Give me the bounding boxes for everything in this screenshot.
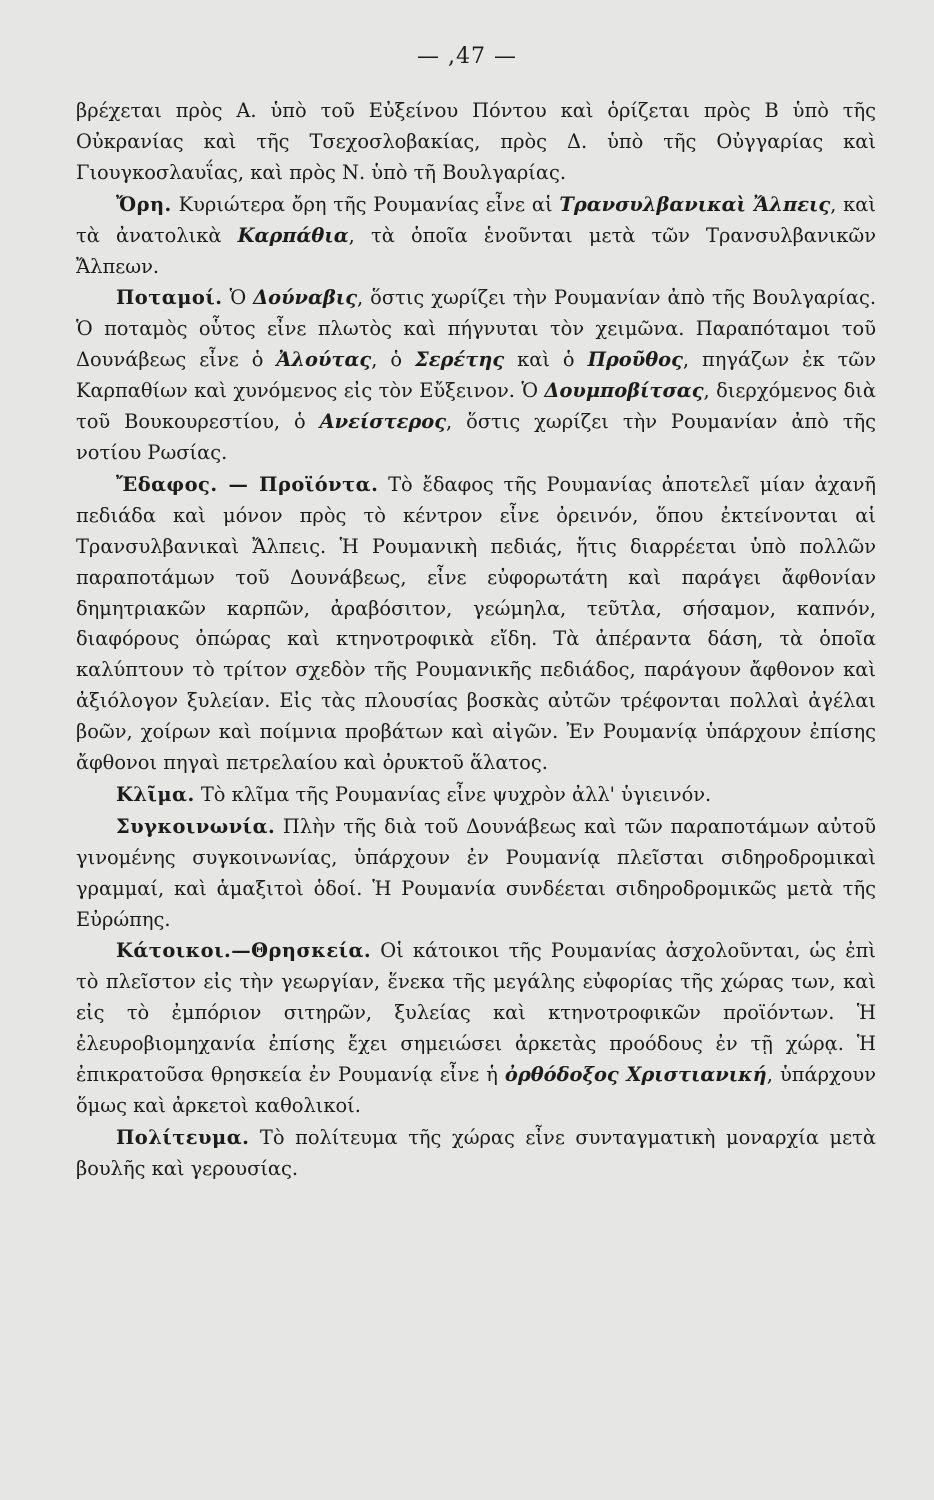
emphasis-term: Ανείστερος <box>319 410 447 434</box>
text-run: Ὁ <box>222 286 254 310</box>
paragraph-inhabitants-religion <box>76 936 876 1121</box>
text-run: , ὅστις χωρίζει τὴν Ρουμανίαν ἀπὸ τῆς Βουλγαρίας. Ὁ ποταμὸς οὗτος εἶνε πλωτὸς καὶ πήγνυται τὸν χειμῶνα. Παραπόταμοι τοῦ Δουνάβεως εἶνε ὁ <box>76 286 877 372</box>
page-number: — ,47 — <box>417 44 517 69</box>
emphasis-term: Σερέτης <box>415 348 505 372</box>
paragraph-soil-products <box>76 470 876 779</box>
paragraph-continuation: βρέχεται πρὸς Α. ὑπὸ τοῦ Εὐξείνου Πόντου καὶ ὁρίζεται πρὸς Β ὑπὸ τῆς Οὐκρανίας καὶ τῆς Τσεχοσλοβακίας, πρὸς Δ. ὑπὸ τῆς Οὐγγαρίας καὶ Γιουγκοσλαυΐας, καὶ πρὸς Ν. ὑπὸ τῆ Βουλγαρίας. <box>76 99 876 184</box>
emphasis-term: ὀρθόδοξος Χριστιανική <box>504 1063 767 1087</box>
body-text <box>76 96 876 1185</box>
section-heading-transport: Συγκοινωνία. <box>116 814 276 838</box>
text-run: Τὸ πολίτευμα τῆς χώρας εἶνε συνταγματικὴ μοναρχία μετὰ βουλῆς καὶ γερουσίας. <box>76 1125 876 1180</box>
section-heading-inhabitants: Κάτοικοι.—Θρησκεία. <box>116 939 372 963</box>
text-run: , ὅστις χωρίζει τὴν Ρουμανίαν ἀπὸ τῆς νοτίου Ρωσίας. <box>76 410 876 464</box>
text-run: καὶ ὁ <box>504 348 588 372</box>
text-run: , τὰ ὁποῖα ἑνοῦνται μετὰ τῶν Τρανσυλβανικῶν Ἄλπεων. <box>76 223 876 278</box>
text-run: , ὑπάρχουν ὅμως καὶ ἀρκετοὶ καθολικοί. <box>76 1063 876 1117</box>
section-heading-rivers: Ποταμοί. <box>116 286 223 310</box>
emphasis-term: Τρανσυλβανικαὶ Ἄλπεις <box>559 192 831 216</box>
text-run: Κυριώτερα ὄρη τῆς Ρουμανίας εἶνε αἱ <box>171 192 560 216</box>
emphasis-term: Ἀλούτας <box>276 348 372 372</box>
text-run: , καὶ τὰ ἀνατολικὰ <box>76 192 876 247</box>
text-run: , πηγάζων ἐκ τῶν Καρπαθίων καὶ χυνόμενος εἰς τὸν Εὔξεινον. Ὁ <box>76 348 876 403</box>
paragraph-rivers <box>76 283 876 468</box>
text-run: Τὸ κλῖμα τῆς Ρουμανίας εἶνε ψυχρὸν ἀλλ' ὑγιεινόν. <box>194 782 712 806</box>
emphasis-term: Καρπάθια <box>237 223 349 247</box>
emphasis-term: Προῦθος <box>587 348 683 372</box>
text-run: Πλὴν τῆς διὰ τοῦ Δουνάβεως καὶ τῶν παραποτάμων αὐτοῦ γινομένης συγκοινωνίας, ὑπάρχουν ἐν Ρουμανίᾳ πλεῖσται σιδηροδρομικαὶ γραμμαί, καὶ ἁμαξιτοὶ ὁδοί. Ἡ Ρουμανία συνδέεται σιδηροδρομικῶς μετὰ τῆς Εὐρώπης. <box>76 814 876 931</box>
section-heading-government: Πολίτευμα. <box>116 1125 250 1149</box>
section-heading-climate: Κλῖμα. <box>116 782 195 806</box>
paragraph-government <box>76 1123 876 1185</box>
section-heading-soil-products: Ἔδαφος. — Προϊόντα. <box>116 472 379 496</box>
text-run: , ὁ <box>371 348 416 372</box>
text-run: Τὸ ἔδαφος τῆς Ρουμανίας ἀποτελεῖ μίαν ἀχανῆ πεδιάδα καὶ μόνον πρὸς τὸ κέντρον εἶνε ὀρεινόν, ὅπου ἐκτείνονται αἱ Τρανσυλβανικαὶ Ἄλπεις. Ἡ Ρουμανικὴ πεδιάς, ἥτις διαρρέεται ὑπὸ πολλῶν παραποτάμων τοῦ Δουνάβεως, εἶνε εὐφορωτάτη καὶ παράγει ἄφθονίαν δημητριακῶν καρπῶν, ἀραβόσιτον, γεώμηλα, τεῦτλα, σήσαμον, καπνόν, διαφόρους ὀπώρας καὶ κτηνοτροφικὰ εἴδη. Τὰ ἀπέραντα δάση, τὰ ὁποῖα καλύπτουν τὸ τρίτον σχεδὸν τῆς Ρουμανικῆς πεδιάδος, παράγουν ἄφθονον καὶ ἀξιόλογον ξυλείαν. Εἰς τὰς πλουσίας βοσκὰς αὐτῶν τρέφονται πολλαὶ ἀγέλαι βοῶν, χοίρων καὶ ποίμνια προβάτων καὶ αἰγῶν. Ἐν Ρουμανίᾳ ὑπάρχουν ἐπίσης ἄφθονοι πηγαὶ πετρελαίου καὶ ὀρυκτοῦ ἅλατος. <box>76 472 876 775</box>
text-run: , διερχόμενος διὰ τοῦ Βουκουρεστίου, ὁ <box>76 379 876 434</box>
emphasis-term: Δούναβις <box>253 286 357 310</box>
text-run: Οἱ κάτοικοι τῆς Ρουμανίας ἀσχολοῦνται, ὡς ἐπὶ τὸ πλεῖστον εἰς τὴν γεωργίαν, ἕνεκα τῆς μεγάλης εὐφορίας τῆς χώρας των, καὶ εἰς τὸ ἐμπόριον σιτηρῶν, ξυλείας καὶ κτηνοτροφικῶν προϊόντων. Ἡ ἐλευροβιομηχανία ἐπίσης ἔχει σημειώσει ἀρκετὰς προόδους ἐν τῇ χώρᾳ. Ἡ ἐπικρατοῦσα θρησκεία ἐν Ρουμανίᾳ εἶνε ἡ <box>76 939 876 1087</box>
section-heading-mountains: Ὄρη. <box>116 192 172 216</box>
emphasis-term: Δουμποβίτσας <box>544 379 704 403</box>
paragraph-transport <box>76 812 876 936</box>
paragraph-mountains <box>76 190 876 283</box>
paragraph-climate <box>76 780 876 811</box>
